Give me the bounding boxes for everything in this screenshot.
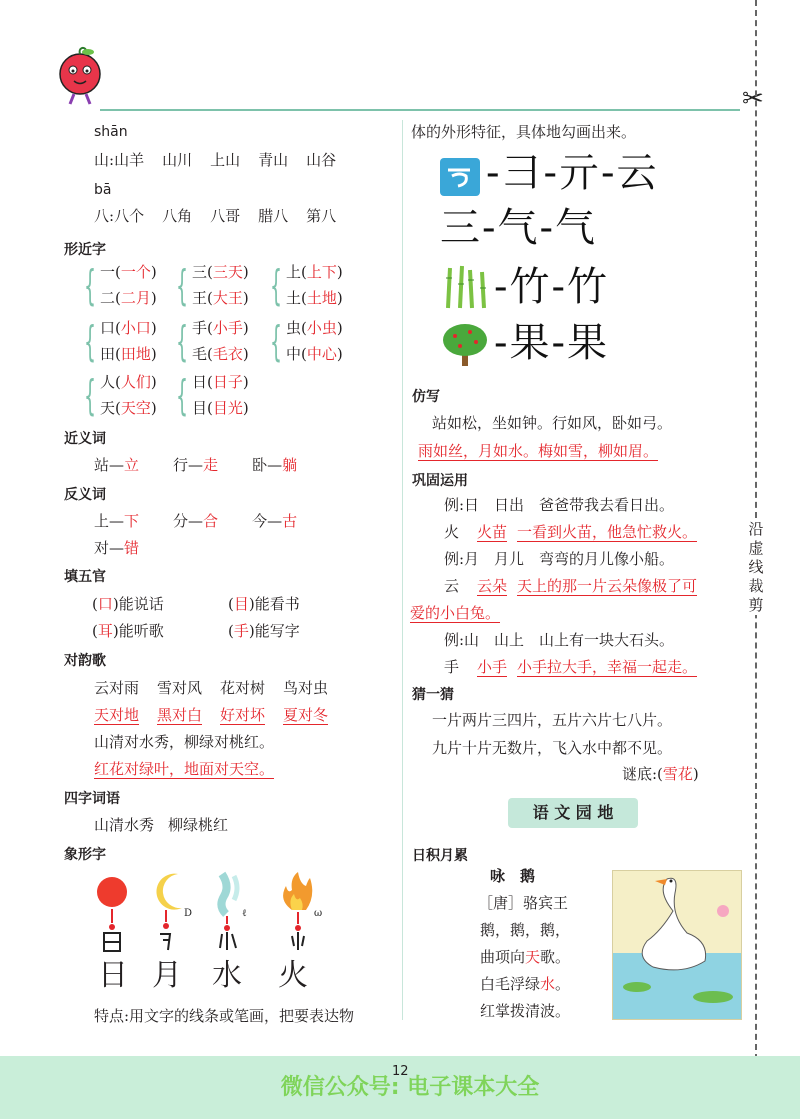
similar-char: 三	[192, 263, 208, 281]
poem-line-1: 鹅，鹅，鹅，	[480, 921, 571, 939]
imitation-model-line: 站如松，坐如钟。行如风，卧如弓。	[432, 414, 673, 432]
similar-char-word: 目光	[212, 399, 243, 417]
section-title-wuguan: 填五官	[64, 569, 106, 585]
similar-char: 目	[192, 399, 208, 417]
similar-char-entry: 田(田地)	[100, 345, 157, 363]
brace-icon: {	[176, 317, 189, 366]
similar-char-entry: 一(一个)	[100, 263, 157, 281]
similar-char: 田	[100, 345, 116, 363]
section-title-caiyicai: 猜一猜	[412, 687, 454, 703]
goose-illustration	[612, 870, 742, 1020]
similar-char-entry: 土(土地)	[286, 289, 343, 307]
similar-char-word: 田地	[120, 345, 151, 363]
riddle-answer: 谜底:(雪花)	[622, 765, 699, 783]
poem-line-2: 曲项向天歌。	[480, 948, 571, 966]
riddle-line-1: 一片两片三四片，五片六片七八片。	[432, 711, 673, 729]
similar-char-entry: 天(天空)	[100, 399, 157, 417]
similar-char-word: 人们	[120, 373, 151, 391]
similar-char-entry: 日(日子)	[192, 373, 249, 391]
section-title-xingjin: 形近字	[64, 242, 106, 258]
pictograph-glyph-water: 水	[212, 958, 242, 993]
bamboo-icon	[440, 264, 492, 310]
evolution-cloud: -⺕-亓-云	[486, 150, 659, 196]
pictograph-glyph-fire: 火	[278, 958, 308, 993]
similar-char-word: 毛衣	[212, 345, 243, 363]
poem-line-4: 红掌拨清波。	[480, 1002, 571, 1020]
section-title-sizi: 四字词语	[64, 791, 120, 807]
similar-char-word: 一个	[120, 263, 151, 281]
similar-char: 人	[100, 373, 116, 391]
five-senses-item-2: (目)能看书	[228, 595, 300, 613]
section-title-gonggu: 巩固运用	[412, 473, 468, 489]
practice-shou: 手 小手 小手拉大手，幸福一起走。	[444, 658, 698, 676]
antonym-line-1: 上—下 分—合 今—古	[94, 512, 298, 530]
rhyme-line-3: 山清对水秀，柳绿对桃红。	[94, 733, 275, 751]
brace-icon: {	[84, 371, 97, 420]
similar-char-entry: 三(三天)	[192, 263, 249, 281]
similar-char-word: 天空	[120, 399, 151, 417]
section-title-fangxie: 仿写	[412, 389, 440, 405]
similar-char-entry: 毛(毛衣)	[192, 345, 249, 363]
brace-icon: {	[176, 261, 189, 310]
similar-char-word: 小口	[120, 319, 151, 337]
cut-label: 沿虚线裁剪	[745, 520, 767, 615]
pictograph-glyph-moon: 月	[152, 958, 182, 993]
similar-char-entry: 目(目光)	[192, 399, 249, 417]
ba-line: 八:八个 八角 八哥 腊八 第八	[94, 207, 337, 225]
section-title-riji: 日积月累	[412, 848, 468, 864]
scissors-icon: ✂	[742, 84, 764, 114]
imitation-answer: 雨如丝，月如水。梅如雪，柳如眉。	[418, 442, 659, 460]
wechat-banner-text: 微信公众号: 电子课本大全	[280, 1075, 540, 1100]
brace-icon: {	[270, 317, 283, 366]
evolution-fruit: -果-果	[494, 320, 610, 366]
practice-huo: 火 火苗 一看到火苗，他急忙救火。	[444, 523, 698, 541]
similar-char-word: 日子	[212, 373, 243, 391]
brace-icon: {	[84, 261, 97, 310]
section-title-jinyi: 近义词	[64, 431, 106, 447]
brace-icon: {	[270, 261, 283, 310]
svg-text:ω: ω	[314, 908, 323, 919]
brace-icon: {	[176, 371, 189, 420]
similar-char: 中	[286, 345, 302, 363]
riddle-line-2: 九片十片无数片，飞入水中都不见。	[432, 739, 673, 757]
pictograph-note: 特点:用文字的线条或笔画，把要表达物	[94, 1007, 355, 1025]
similar-char: 王	[192, 289, 208, 307]
similar-char-word: 小虫	[306, 319, 337, 337]
similar-char: 一	[100, 263, 116, 281]
similar-char: 天	[100, 399, 116, 417]
similar-char: 上	[286, 263, 302, 281]
evolution-bamboo: -竹-竹	[494, 264, 610, 310]
five-senses-item-1: (口)能说话	[92, 595, 164, 613]
practice-example-2: 例:月 月儿 弯弯的月儿像小船。	[444, 550, 675, 568]
shan-line: 山:山羊 山川 上山 青山 山谷	[94, 151, 337, 169]
similar-char-entry: 口(小口)	[100, 319, 157, 337]
svg-text:ℓ: ℓ	[242, 908, 247, 919]
similar-char-word: 中心	[306, 345, 337, 363]
similar-char-word: 上下	[306, 263, 337, 281]
practice-example-3: 例:山 山上 山上有一块大石头。	[444, 631, 675, 649]
apple-mascot-icon	[56, 46, 106, 106]
similar-char: 毛	[192, 345, 208, 363]
pinyin-shan: shān	[94, 124, 128, 140]
four-char-words: 山清水秀 柳绿桃红	[94, 816, 229, 834]
antonym-line-2: 对—错	[94, 539, 140, 557]
section-title-fanyi: 反义词	[64, 487, 106, 503]
similar-char: 土	[286, 289, 302, 307]
practice-yun-cont: 爱的小白兔。	[410, 604, 501, 622]
section-banner-yuwen-title: 语 文 园 地	[532, 803, 614, 822]
similar-char-entry: 人(人们)	[100, 373, 157, 391]
poem-author: ［唐］骆宾王	[478, 894, 569, 912]
synonym-line: 站—立 行—走 卧—躺	[94, 456, 298, 474]
similar-char-word: 三天	[212, 263, 243, 281]
rhyme-line-1: 云对雨 雪对风 花对树 鸟对虫	[94, 679, 329, 697]
pinyin-ba: bā	[94, 182, 112, 198]
similar-char-entry: 中(中心)	[286, 345, 343, 363]
similar-char: 手	[192, 319, 208, 337]
rhyme-line-2: 天对地 黑对白 好对坏 夏对冬	[94, 706, 329, 724]
poem-line-3: 白毛浮绿水。	[480, 975, 571, 993]
column-divider	[402, 120, 403, 1020]
similar-char: 口	[100, 319, 116, 337]
section-title-duiyun: 对韵歌	[64, 653, 106, 669]
brace-icon: {	[84, 317, 97, 366]
cloud-icon	[440, 158, 480, 196]
similar-char-entry: 王(大王)	[192, 289, 249, 307]
similar-char-word: 大王	[212, 289, 243, 307]
similar-char-entry: 虫(小虫)	[286, 319, 343, 337]
pictograph-glyph-sun: 日	[98, 958, 128, 993]
section-title-xiangxing: 象形字	[64, 847, 106, 863]
similar-char: 二	[100, 289, 116, 307]
similar-char-entry: 二(二月)	[100, 289, 157, 307]
evolution-qi: 三-气-气	[440, 205, 598, 251]
header-line	[100, 109, 740, 111]
tree-icon	[440, 322, 490, 368]
similar-char-word: 土地	[306, 289, 337, 307]
similar-char-word: 小手	[212, 319, 243, 337]
five-senses-item-4: (手)能写字	[228, 622, 300, 640]
practice-example-1: 例:日 日出 爸爸带我去看日出。	[444, 496, 675, 514]
five-senses-item-3: (耳)能听歌	[92, 622, 164, 640]
similar-char: 虫	[286, 319, 302, 337]
similar-char-entry: 手(小手)	[192, 319, 249, 337]
poem-title: 咏 鹅	[490, 867, 536, 885]
similar-char: 日	[192, 373, 208, 391]
similar-char-entry: 上(上下)	[286, 263, 343, 281]
similar-char-word: 二月	[120, 289, 151, 307]
page-number: 12	[392, 1064, 409, 1079]
svg-text:D: D	[184, 908, 193, 919]
rhyme-line-4: 红花对绿叶，地面对天空。	[94, 760, 275, 778]
continued-note: 体的外形特征，具体地勾画出来。	[411, 123, 637, 141]
practice-yun: 云 云朵 天上的那一片云朵像极了可	[444, 577, 698, 595]
